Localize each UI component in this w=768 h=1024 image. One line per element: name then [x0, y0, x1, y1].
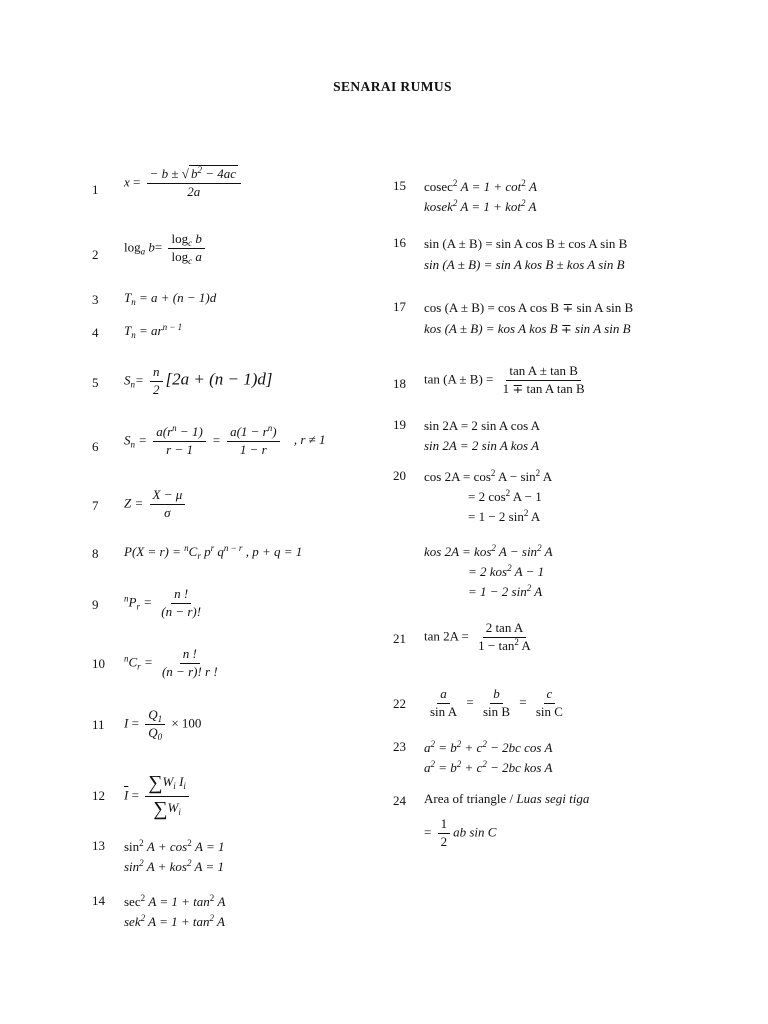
log-change-of-base: $\log_a b=$ $\frac{\log_c b}{\log_c a}$ — [124, 231, 208, 266]
geometric-nth-term: $T_n = ar^{n - 1}$ — [124, 322, 183, 340]
double-angle-cosine: $\cos 2A = \cos^2 A - \sin^2 A$ = 2 $\cos^2 A - 1$ = 1 − 2 $\sin^2 A$ — [424, 468, 553, 524]
double-angle-cosine-malay: kos 2A = kos$^2$ $A - \sin^2 A$ = 2 kos$^2$ A − 1 = 1 − 2 $\sin^2 A$ — [424, 543, 553, 599]
binomial-probability: $P(X = r) = ^nC_r$ $p^r$ $q^{n - r}$ , p + q = 1 — [124, 543, 303, 561]
cosec-identity: cosec$^2$ $A = 1 + \cot^2 A$ kosek$^2$ A = 1 + kot$^2$ A — [424, 178, 537, 214]
formula-number: 11 — [92, 717, 105, 732]
page-title: SENARAI RUMUS — [333, 79, 452, 94]
formula-number: 17 — [393, 299, 406, 314]
formula-number: 18 — [393, 376, 406, 391]
formula-number: 13 — [92, 838, 105, 853]
formula-number: 24 — [393, 793, 406, 808]
arithmetic-sum: $S_n=$ $\frac{n}{2}$ [2a + (n − 1)d] — [124, 364, 273, 397]
formula-number: 1 — [92, 182, 99, 197]
formula-number: 8 — [92, 546, 99, 561]
formula-number: 2 — [92, 247, 99, 262]
sine-rule: $\frac{a}{\text{sin A}}$ = $\frac{b}{\text{sin B}}$ = $\frac{c}{\text{sin C}}$ — [430, 686, 563, 719]
formula-number: 6 — [92, 439, 99, 454]
formula-number: 4 — [92, 325, 99, 340]
formula-number: 23 — [393, 739, 406, 754]
double-angle-tangent: tan 2A = $\frac{\text{2 tan A}}{1 - \tan^2 A}$ — [424, 620, 531, 653]
cosine-sum-identity: cos (A ± B) = cos A cos B ∓ sin A sin B kos (A ± B) = kos A kos B ∓ sin A sin B — [424, 300, 634, 336]
arithmetic-nth-term: $T_n = a + (n - 1)d$ — [124, 290, 217, 307]
formula-number: 10 — [92, 656, 105, 671]
z-score: Z = $\frac{X - \mu}{\sigma}$ — [124, 487, 188, 522]
pythagorean-identity: $\sin^2 A + \cos^2 A = 1$ $\sin^2 A + kos^2$ A = 1 — [124, 838, 225, 874]
quadratic-formula: x = $\frac{- b \pm √ b^2 - 4ac}{2a}$ — [124, 166, 244, 201]
index-number: I = $\frac{Q_1}{Q_0}$ × 100 — [124, 707, 202, 742]
formula-number: 20 — [393, 468, 406, 483]
formula-number: 14 — [92, 893, 105, 908]
composite-index: $\overline{I}$ = $\frac{\sum W_i I_i}{\sum W_i}$ — [124, 771, 192, 822]
combination-formula: $^nC_r$ = $\frac{n !}{(n - r)! r !}$ — [124, 646, 218, 679]
sine-sum-identity: sin (A ± B) = sin A cos B ± cos A sin B sin (A ± B) = sin A kos B ± kos A sin B — [424, 236, 628, 272]
double-angle-sine: sin 2A = 2 sin A cos A sin 2A = 2 sin A kos A — [424, 418, 541, 453]
formula-number: 5 — [92, 375, 99, 390]
formula-number: 7 — [92, 498, 99, 513]
permutation-formula: $^nP_r$ = $\frac{n !}{(n - r)!}$ — [124, 586, 202, 619]
tangent-sum-identity: tan (A ± B) = $\frac{\text{tan A ± tan B}}{\text{1 ∓ tan A tan B}}$ — [424, 363, 585, 396]
formula-number: 15 — [393, 178, 406, 193]
formula-number: 22 — [393, 696, 406, 711]
formula-number: 9 — [92, 597, 99, 612]
sec-identity: $\sec^2 A = 1 + \tan^2 A$ sek$^2$ $A = 1 + \tan^2 A$ — [124, 893, 226, 929]
formula-number: 21 — [393, 631, 406, 646]
triangle-area-formula: = $\frac{1}{2}$ ab sin C — [424, 816, 497, 849]
triangle-area-label: Area of triangle / Luas segi tiga — [424, 791, 590, 806]
formula-number: 3 — [92, 292, 99, 307]
geometric-sum: $S_n$ = $\frac{a(r^n - 1)}{r - 1}$ = $\frac{a(1 - r^n)}{1 - r}$ , r ≠ 1 — [124, 423, 326, 457]
formula-number: 12 — [92, 788, 105, 803]
formula-number: 19 — [393, 417, 406, 432]
formula-number: 16 — [393, 235, 406, 250]
cosine-rule: $a^2 = b^2 + c^2 - 2bc$ cos A $a^2 = b^2 + c^2 - 2bc$ kos A — [424, 739, 553, 775]
